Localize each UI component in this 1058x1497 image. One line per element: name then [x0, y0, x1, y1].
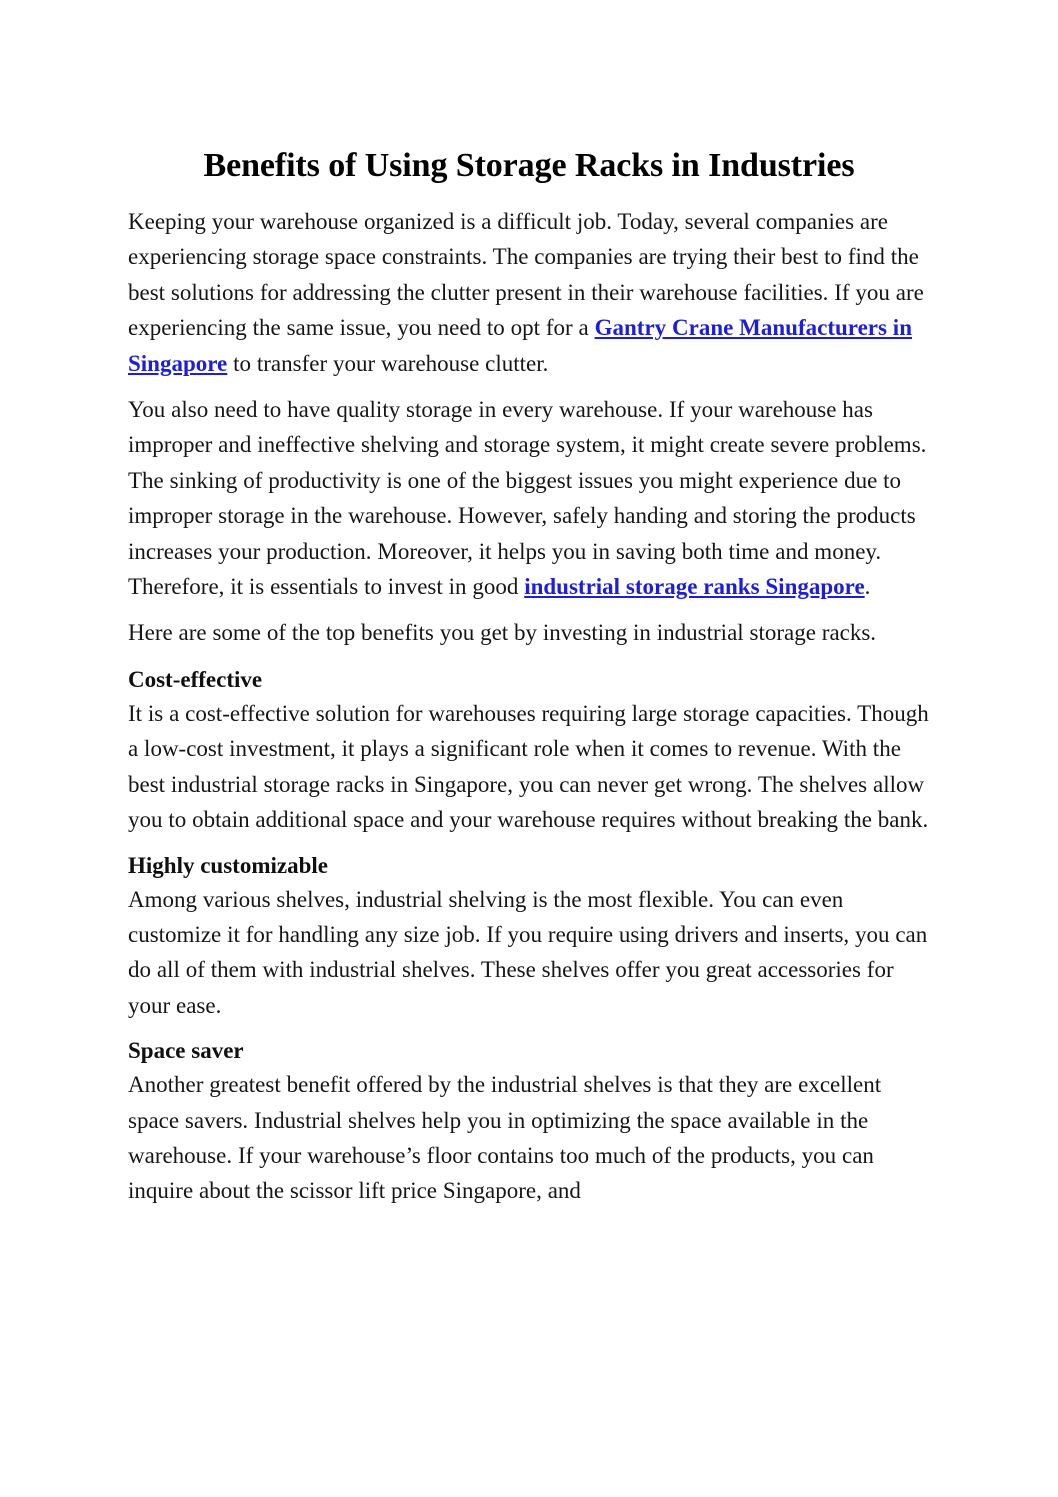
- section-heading-highly-customizable: Highly customizable: [128, 852, 328, 878]
- document-content: [128, 146, 930, 1209]
- section-heading-space-saver: Space saver: [128, 1038, 244, 1064]
- page-title: Benefits of Using Storage Racks in Industries: [203, 147, 855, 184]
- section-heading-cost-effective: Cost-effective: [128, 666, 263, 692]
- quality-text-before-link: You also need to have quality storage in every warehouse. If your warehouse has improper and ineffective shelving and storage system, it might create severe problems. The sinking of productivity is one of the biggest issues you might experience due to improper storage in the warehouse. However, safely handing and storing the products increases your production. Moreover, it helps you in saving both time and money. Therefore, it is essentials to invest in good: [128, 397, 927, 600]
- paragraph-intro: [128, 204, 930, 381]
- section-body-space-saver: Another greatest benefit offered by the industrial shelves is that they are excellent space savers. Industrial shelves help you in optimizing the space available in the warehouse. If your warehouse’s floor contains too much of the products, you can inquire about the scissor lift price Singapore, and: [128, 1072, 882, 1204]
- intro-text-after-link: to transfer your warehouse clutter.: [227, 350, 549, 376]
- section-body-cost-effective: It is a cost-effective solution for warehouses requiring large storage capacities. Though a low-cost investment, it plays a significant role when it comes to revenue. With the best industrial storage racks in Singapore, you can never get wrong. The shelves allow you to obtain additional space and your warehouse requires without breaking the bank.: [128, 700, 929, 833]
- section-body-highly-customizable: Among various shelves, industrial shelving is the most flexible. You can even customize it for handling any size job. If you require using drivers and inserts, you can do all of them with industrial shelves. These shelves offer you great accessories for your ease.: [128, 886, 928, 1018]
- quality-text-after-link: .: [864, 574, 871, 600]
- industrial-storage-ranks-link[interactable]: industrial storage ranks Singapore: [524, 574, 865, 600]
- intro-text-before-link: Keeping your warehouse organized is a difficult job. Today, several companies are experiencing storage space constraints. The companies are trying their best to find the best solutions for addressing the clutter present in their warehouse facilities. If you are experiencing the same issue, you need to opt for a: [128, 209, 924, 341]
- paragraph-quality-storage: [128, 392, 930, 604]
- gantry-crane-manufacturers-link[interactable]: Gantry Crane Manufacturers in Singapore: [128, 315, 912, 376]
- paragraph-lead-in: Here are some of the top benefits you get by investing in industrial storage racks.: [128, 620, 877, 646]
